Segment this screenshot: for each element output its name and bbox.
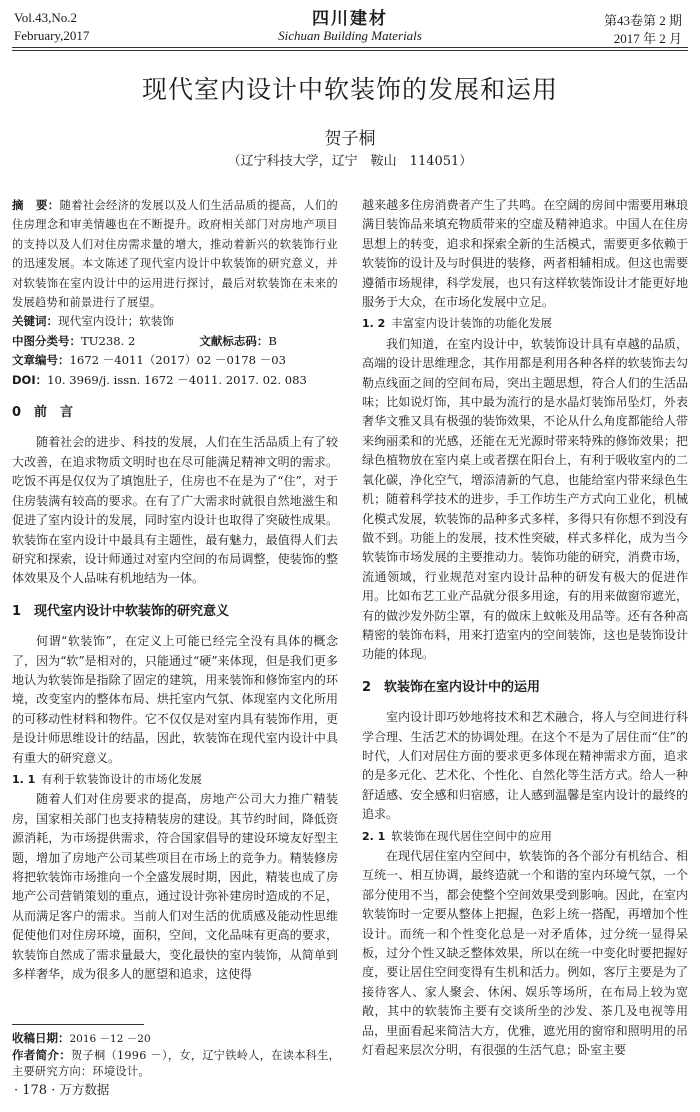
section-0-heading: 0 前 言	[12, 405, 74, 421]
section-2-heading: 2 软装饰在室内设计中的运用	[362, 679, 541, 695]
right-column	[362, 196, 688, 1060]
volume-issue-cn: 第43卷第 2 期	[603, 13, 682, 28]
paper-title: 现代室内设计中软装饰的发展和运用	[141, 75, 558, 104]
section-1-heading: 1 现代室内设计中软装饰的研究意义	[12, 603, 230, 619]
article-number	[12, 351, 338, 370]
abstract-text: 随着社会经济的发展以及人们生活品质的提高，人们的住房理念和审美情趣也在不断提升。政府相关部门对房地产项目的支持以及人们对住房需求量的增大，推动着新兴的软装饰行业的迅速发展。本文陈述了现代室内设计中软装饰的研究意义，并对软装饰在室内设计中的运用进行探讨，最后对软装饰在未来的发展趋势和前景进行了展望。	[12, 199, 339, 310]
date-cn: 2017 年 2 月	[613, 31, 682, 46]
wanfang-brand: 万方数据	[59, 1082, 110, 1097]
doi	[12, 371, 338, 390]
affiliation: （辽宁科技大学，辽宁 鞍山 114051）	[227, 154, 473, 169]
date-en: February,2017	[14, 28, 90, 43]
author-name: 贺子桐	[324, 129, 376, 149]
volume-issue-en: Vol.43,No.2	[14, 10, 77, 25]
abstract	[12, 196, 338, 312]
section-1-1-number: 1. 1	[12, 772, 36, 786]
keywords-text: 现代室内设计；软装饰	[58, 314, 174, 329]
article-number-value: 1672 －4011（2017）02 －0178 －03	[69, 353, 287, 368]
section-1-2-heading	[362, 314, 688, 333]
section-1-2-title: 丰富室内设计装饰的功能化发展	[391, 317, 553, 331]
page-number	[14, 1080, 109, 1098]
keywords-label: 关键词：	[12, 314, 58, 329]
bio-text: 贺子桐（1996 －），女，辽宁铁岭人，在读本科生，主要研究方向：环境设计。	[12, 1049, 341, 1078]
section-1-1-continued: 越来越多住房消费者产生了共鸣。在空阔的房间中需要用琳琅满目装饰品来填充物质带来的空虚及精神追求。中国人在住房思想上的转变，追求和探索全新的生活模式，需要更多依赖于软装饰的设计及与时俱进的装修，两者相辅相成。但这也需要遵循市场规律，科学发展，也只有这样软装饰设计才能更好地服务于大众，在市场化发展中立足。	[362, 198, 688, 310]
abstract-label: 摘 要：	[12, 198, 60, 212]
journal-name-en: Sichuan Building Materials	[278, 28, 422, 43]
section-2-1-number: 2. 1	[362, 829, 386, 843]
classification	[12, 332, 338, 351]
section-2-1-title: 软装饰在现代居住空间中的应用	[391, 829, 553, 843]
keywords	[12, 312, 338, 331]
header-rule-thin	[12, 50, 688, 51]
footnote-rule	[12, 1024, 144, 1025]
author-bio	[12, 1047, 342, 1080]
left-column	[12, 196, 338, 984]
section-1-1-title: 有利于软装饰设计的市场化发展	[41, 772, 203, 786]
doc-code-label: 文献标志码：	[199, 333, 269, 348]
doi-value: 10. 3969/j. issn. 1672 －4011. 2017. 02. 083	[47, 372, 307, 387]
section-2-1-paragraph: 在现代居住室内空间中，软装饰的各个部分有机结合、相互统一、相互协调，最终造就一个和谐的室内环境气氛，一个部分使用不当，都会使整个空间效果受到影响。因此，在室内软装饰时一定要从整体上把握，色彩上统一搭配，再增加个性设计。而统一和个性变化总是一对矛盾体，过分统一显得呆板，过分个性又缺乏整体效果，所以在统一中变化时要把握好度，要让居住空间变得有生机和活力。例如，客厅主要是为了接待客人、家人聚会、休闲、娱乐等场所，在布局上较为宽敞，其中的软装饰主要有交谈所坐的沙发、茶几及电视等用品，里面看起来简洁大方，优雅，遮光用的窗帘和照明用的吊灯看起来层次分明，有很强的生活气息；卧室主要	[362, 849, 688, 1058]
section-1-2-paragraph: 我们知道，在室内设计中，软装饰设计具有卓越的品质，高端的设计思维理念，其作用都是利用各种各样的软装饰去勾勒点线面之间的空间布局，突出主题思想，符合人们的生活品味；比如说灯饰，其中最为流行的是水晶灯装饰吊坠灯，外表奢华文雅又具有极强的装饰效果，不论从什么角度都能给人带来绚丽柔和的光感，还能在无光源时带来特殊的修饰效果；把绿色植物放在室内桌上或者摆在阳台上，有利于吸收室内的二氧化碳，净化空气，增添清新的气息，也能给室内带来绿色生机；随着科学技术的进步，手工作坊生产方式向工业化，机械化模式发展，软装饰的品种多式多样，多得只有你想不到没有做不到。功能上的发展，技术性突破，样式多样化，成为当今软装饰市场发展的主要推动力。装饰功能的研究，消费市场，流通领域，行业规范对室内设计品种的研发有极大的促进作用。比如布艺工业产品就分很多用途，有的用来做窗帘遮光，有的做沙发外防尘罩，有的做床上蚊帐及用品等。还有各种高精密的装饰布料，用来打造室内的空间装饰，这也是装饰设计功能的体现。	[362, 336, 688, 662]
section-1-1-heading	[12, 770, 338, 789]
section-2-1-heading	[362, 827, 688, 846]
received-date	[12, 1030, 342, 1047]
section-1-2-number: 1. 2	[362, 317, 386, 331]
doi-label: DOI：	[12, 372, 48, 387]
section-2-paragraph: 室内设计即巧妙地将技术和艺术融合，将人与空间进行科学合理、生活艺术的协调处理。在这个不是为了居住而“住”的时代，人们对居住方面的要求更多体现在精神需求方面，追求的是多元化、艺术化、个性化、自然化等生活方式。给人一种舒适感、安全感和归宿感，让人感到温馨是室内设计的最终的追求。	[362, 710, 688, 822]
section-1-1-paragraph: 随着人们对住房要求的提高，房地产公司大力推广精装房，国家相关部门也支持精装房的建设。其节约时间，降低资源消耗，为市场提供需求，符合国家倡导的建设环境友好型主题，增加了房地产公司某些项目在市场上的竞争力。精装修房将把软装饰市场推向一个全盛发展时期，因此，精装也成了房地产公司营销策划的重点，通过设计弥补建房时造成的不足，从而满足客户的需求。当前人们对生活的优质感及能动性思维促使他们对住房环境，面积，空间，文化品味有更高的要求，软装饰自然成了需求量最大，变化最快的室内装饰，从简单到多样奢华，成为很多人的愿望和追求，这使得	[12, 792, 338, 982]
header-rule	[12, 47, 688, 48]
section-0-paragraph: 随着社会的进步、科技的发展，人们在生活品质上有了较大改善，在追求物质文明时也在尽可能满足精神文明的需求。吃饭不再是仅仅为了填饱肚子，住房也不在是为了“住”，对于住房装满有较高的要求。在有了广大需求时就很自然地滋生和促进了室内设计的发展，同时室内设计也取得了突破性成果。软装饰在室内设计中最具有主题性，最有魅力，最值得人们去研究和探索，设计师通过对室内空间的布局调整，使装饰的整体效果及个人品味有机地结为一体。	[12, 435, 338, 586]
page-number-text: · 178 ·	[14, 1083, 56, 1098]
doc-code-value: B	[268, 333, 277, 348]
journal-logo: 四川建材	[312, 9, 388, 29]
article-number-label: 文章编号：	[12, 353, 70, 368]
section-1-paragraph: 何谓“软装饰”，在定义上可能已经完全没有具体的概念了，因为“软”是相对的，只能通过“硬”来体现，但是我们更多地认为软装饰是指除了固定的建筑，用来装饰和修饰室内的环境，改变室内的整体布局、烘托室内气氛、体现室内文化所用的可移动性材料和物件。它不仅仅是对室内具有装饰作用，更是设计师思维设计的结晶，因此，软装饰在现代室内设计中具有重大的研究意义。	[12, 634, 338, 765]
received-label: 收稿日期：	[12, 1031, 70, 1045]
bio-label: 作者简介：	[12, 1048, 71, 1062]
received-value: 2016 －12 －20	[69, 1033, 151, 1045]
clc-value: TU238. 2	[81, 333, 136, 348]
footnote	[12, 1030, 342, 1080]
clc-label: 中图分类号：	[12, 333, 81, 348]
